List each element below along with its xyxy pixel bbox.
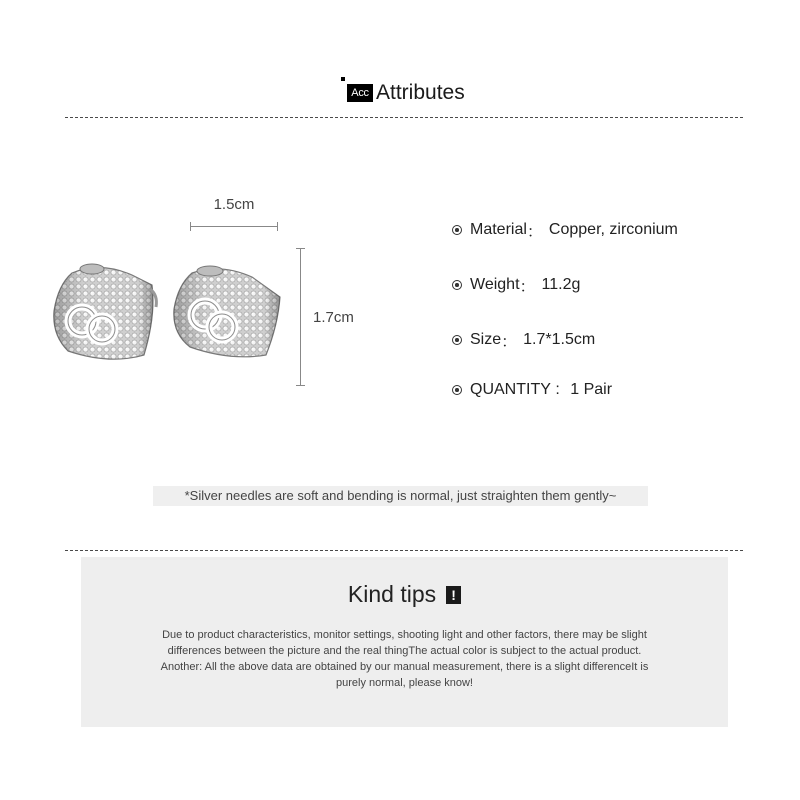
spec-label: Size (470, 331, 502, 348)
height-line (300, 248, 301, 386)
spec-value: 1 Pair (570, 381, 613, 398)
spec-separator: ： (501, 333, 518, 351)
kind-tips-line: differences between the picture and the real thingThe actual color is subject to the actual product. (167, 645, 642, 657)
spec-label: Material (470, 221, 527, 238)
spec-material (452, 218, 678, 242)
kind-tips-header (81, 581, 728, 608)
kind-tips-line: Due to product characteristics, monitor settings, shooting light and other factors, there may be slight (162, 629, 647, 641)
height-dimension (295, 248, 307, 386)
bullet-icon (452, 335, 462, 345)
spec-value: 11.2g (541, 276, 581, 293)
spec-label: Weight (470, 276, 520, 293)
width-line (190, 226, 278, 227)
bullet-icon (452, 225, 462, 235)
header-dot (341, 77, 345, 81)
care-note: *Silver needles are soft and bending is normal, just straighten them gently~ (153, 486, 648, 506)
spec-value: Copper, zirconium (548, 221, 678, 238)
kind-tips-panel (81, 557, 728, 727)
section-title: Attributes (376, 81, 465, 104)
spec-quantity (452, 378, 612, 402)
spec-label: QUANTITY (470, 381, 551, 398)
kind-tips-body (121, 627, 688, 691)
spec-separator: ： (519, 278, 536, 296)
spec-weight (452, 273, 580, 297)
bottom-divider (65, 550, 743, 551)
header-badge: Acc (347, 84, 373, 102)
spec-separator: : (550, 381, 565, 398)
kind-tips-title: Kind tips (347, 581, 437, 607)
width-label: 1.5cm (213, 196, 255, 213)
kind-tips-line: Another: All the above data are obtained by our manual measurement, there is a slight differenceIt is (160, 661, 649, 673)
bullet-icon (452, 280, 462, 290)
height-label: 1.7cm (313, 309, 354, 326)
width-dimension (190, 196, 278, 236)
spec-separator: ： (526, 223, 543, 241)
bullet-icon (452, 385, 462, 395)
left-earring (54, 264, 157, 359)
right-earring (174, 266, 280, 357)
kind-tips-line: purely normal, please know! (336, 677, 473, 689)
earrings-image (40, 255, 285, 370)
spec-size (452, 328, 595, 352)
spec-value: 1.7*1.5cm (523, 331, 596, 348)
top-divider (65, 117, 743, 118)
exclamation-icon: ! (446, 586, 461, 604)
